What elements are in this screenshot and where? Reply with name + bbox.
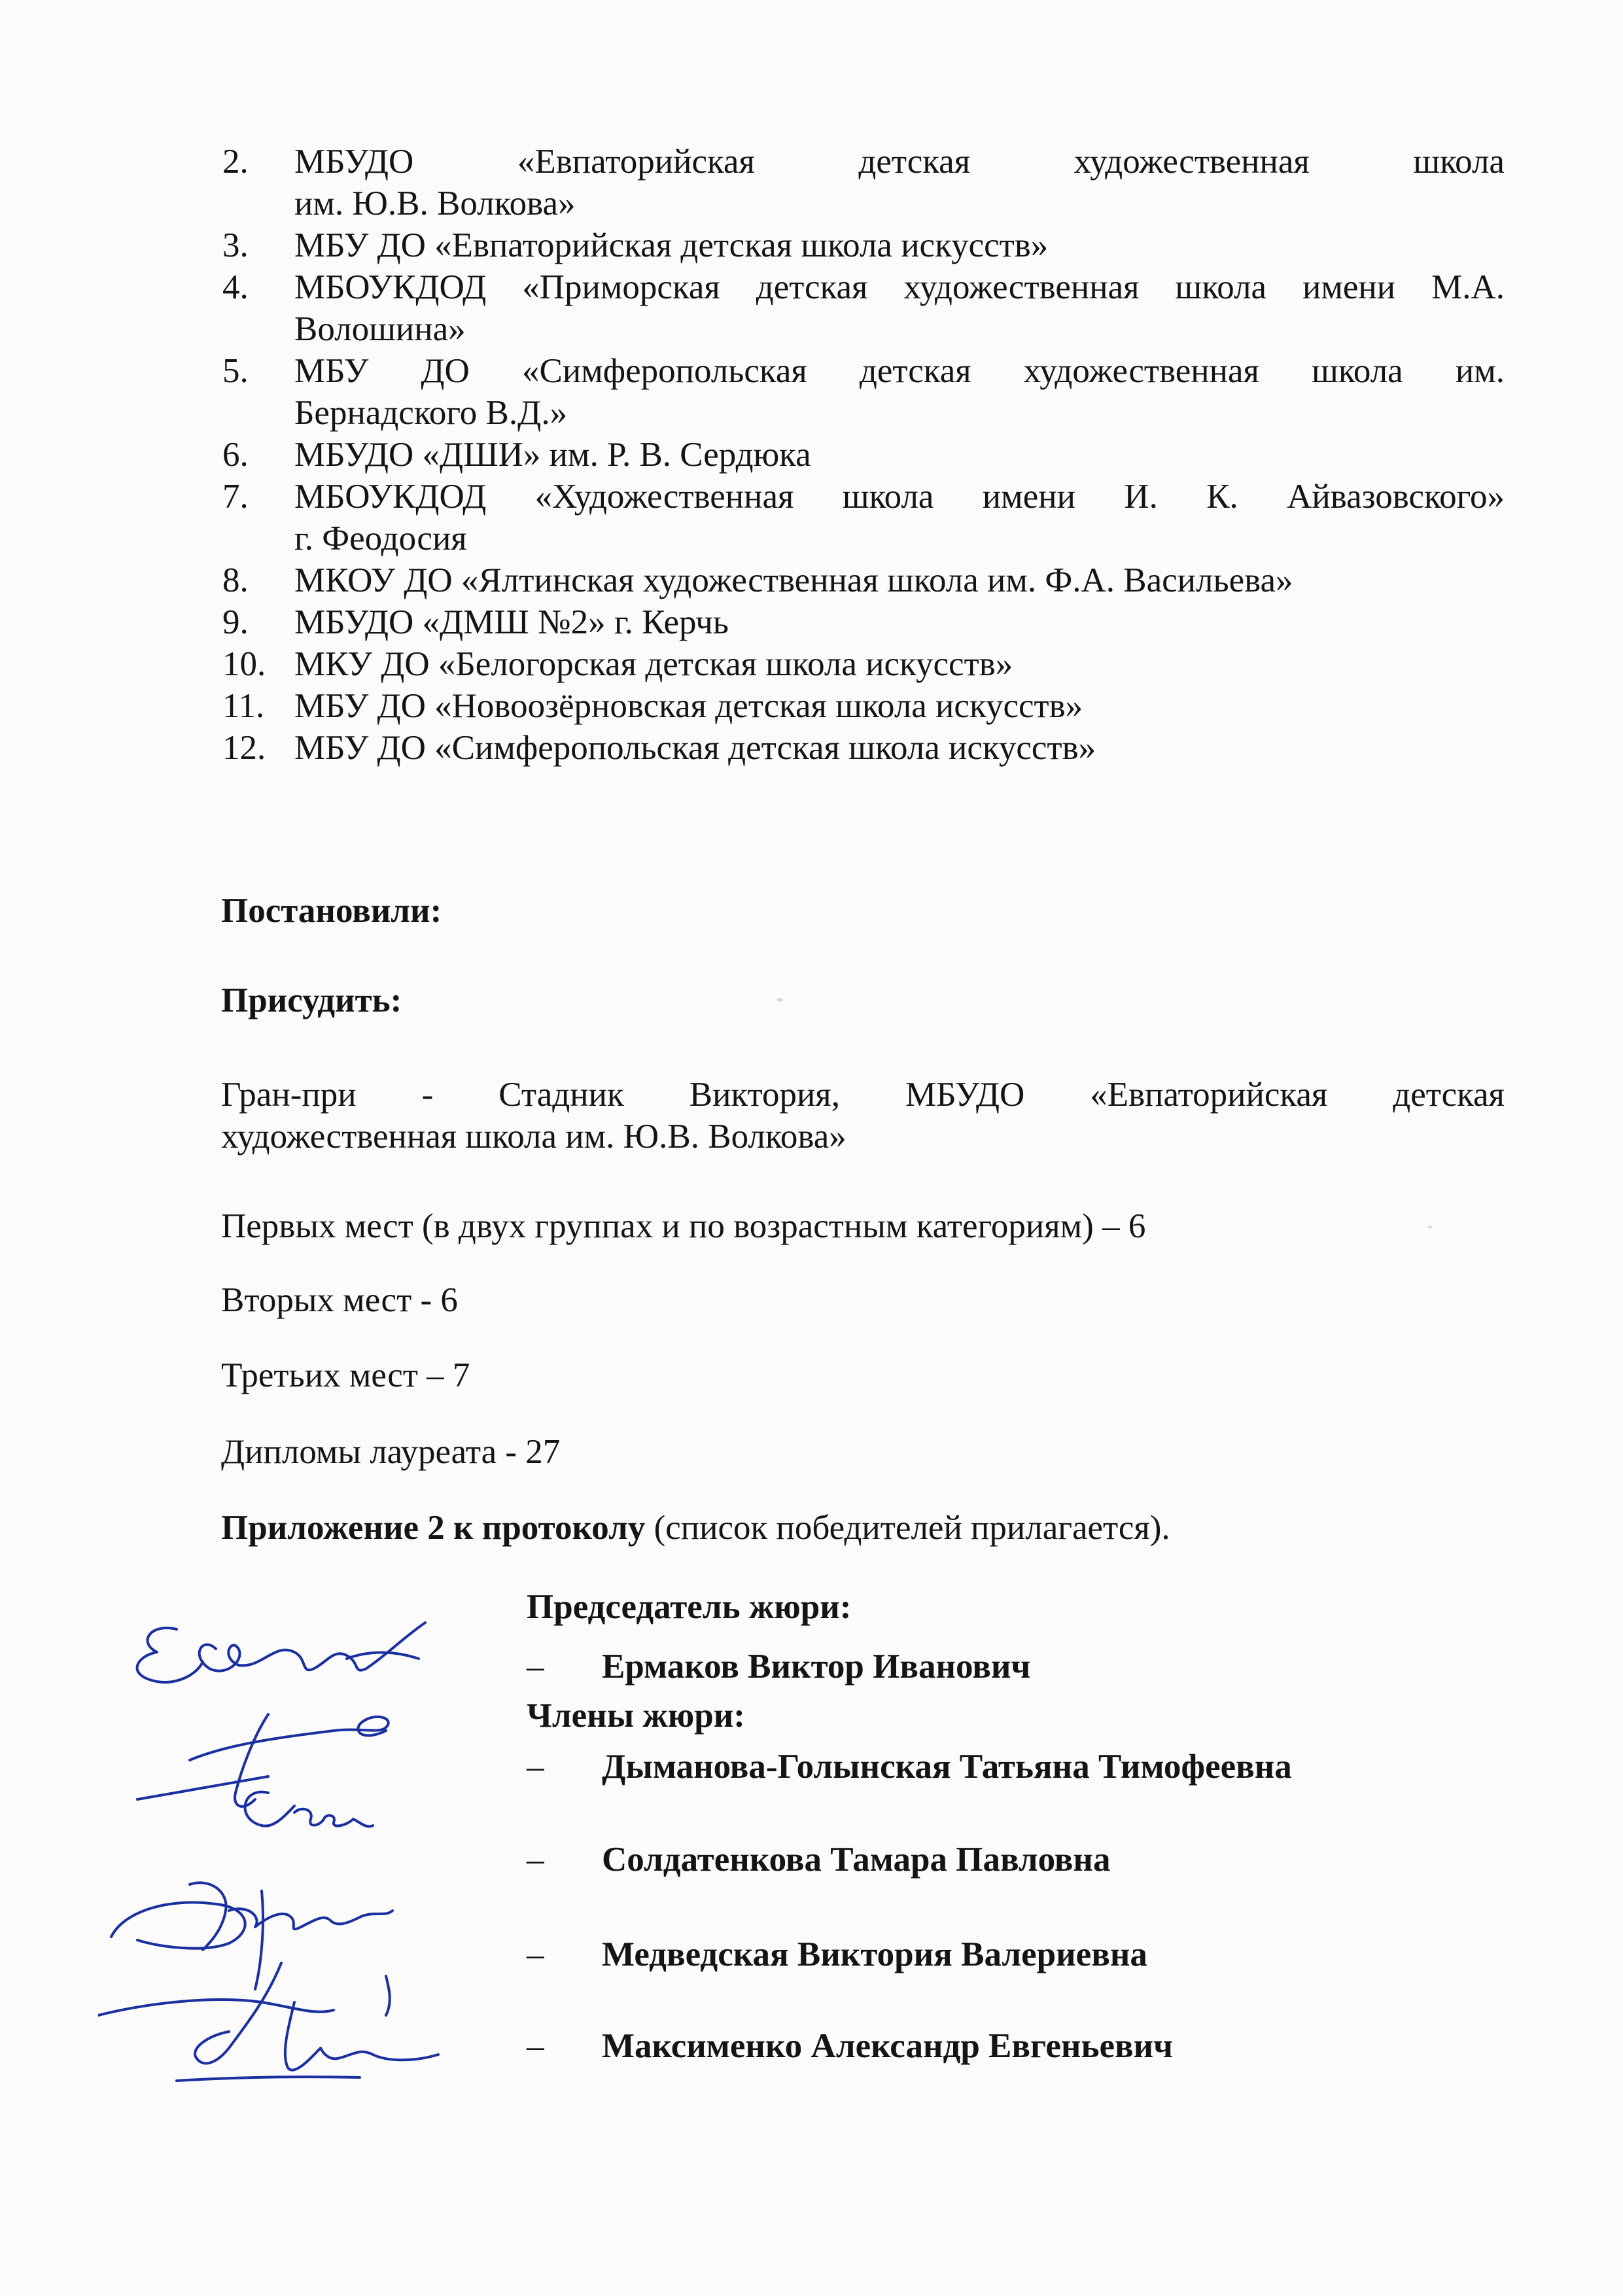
list-number: 4. (222, 268, 249, 306)
list-item-text: МБУ ДО «Евпаторийская детская школа искусств» (294, 226, 1049, 264)
schools-list (222, 141, 1505, 769)
scan-speck (777, 998, 783, 1002)
result-diplomas: Дипломы лауреата - 27 (221, 1433, 561, 1471)
list-item-line: МБУДО «Евпаторийская детская художественная школа (294, 143, 1505, 181)
list-item (222, 434, 1505, 476)
list-item (222, 559, 1505, 601)
signature-member-2-icon (245, 1792, 373, 1827)
jury-members-label: Члены жюри: (527, 1697, 745, 1735)
list-item (222, 601, 1505, 643)
list-item-line: МБУ ДО «Симферопольская детская художественная школа им. (294, 352, 1505, 390)
list-item-text: МКОУ ДО «Ялтинская художественная школа им. Ф.А. Васильева» (294, 561, 1293, 599)
list-item (222, 685, 1505, 727)
result-first-places: Первых мест (в двух группах и по возрастным категориям) – 6 (221, 1207, 1146, 1245)
list-number: 7. (222, 478, 249, 516)
list-item (222, 266, 1505, 350)
signature-chair-icon (137, 1623, 425, 1682)
list-number: 11. (222, 687, 265, 725)
jury-member: – Солдатенкова Тамара Павловна (527, 1841, 1111, 1879)
list-number: 10. (222, 645, 266, 683)
jury-chair-label: Председатель жюри: (527, 1588, 852, 1626)
list-number: 8. (222, 561, 249, 599)
grand-prix-paragraph: Гран-при - Стадник Виктория, МБУДО «Евпаторийская детская художественная школа им. Ю.В. Волкова» (221, 1076, 1505, 1156)
jury-member: – Дыманова-Голынская Татьяна Тимофеевна (527, 1748, 1292, 1786)
list-number: 12. (222, 729, 266, 767)
award-heading: Присудить: (221, 981, 402, 1019)
signature-member-3-icon (111, 1882, 393, 1989)
appendix-note: Приложение 2 к протоколу (список победителей прилагается). (221, 1509, 1170, 1547)
list-item-line: МБОУКДОД «Художественная школа имени И. К. Айвазовского» (294, 478, 1505, 516)
jury-member: – Медведская Виктория Валериевна (527, 1935, 1147, 1973)
signature-member-4-icon (98, 1963, 438, 2081)
list-item-line: МБОУКДОД «Приморская детская художественная школа имени М.А. (294, 268, 1505, 306)
jury-chair: – Ермаков Виктор Иванович (527, 1648, 1031, 1686)
list-number: 2. (222, 143, 249, 181)
list-item (222, 350, 1505, 434)
list-item-text: МБУ ДО «Симферопольская детская школа искусств» (294, 729, 1096, 767)
list-number: 5. (222, 352, 249, 390)
list-item-text: МБУДО «ДМШ №2» г. Керчь (294, 603, 729, 641)
list-item (222, 141, 1505, 224)
list-item (222, 643, 1505, 685)
list-item-line: им. Ю.В. Волкова» (294, 185, 576, 222)
result-second-places: Вторых мест - 6 (221, 1281, 458, 1319)
result-third-places: Третьих мест – 7 (221, 1356, 470, 1394)
list-number: 9. (222, 603, 249, 641)
list-number: 6. (222, 436, 249, 474)
list-item-text: МБУДО «ДШИ» им. Р. В. Сердюка (294, 436, 811, 474)
list-number: 3. (222, 226, 249, 264)
list-item-line: Бернадского В.Д.» (294, 394, 568, 432)
scan-speck (1427, 1226, 1433, 1228)
list-item-line: г. Феодосия (294, 520, 467, 557)
list-item-line: Волошина» (294, 310, 466, 348)
signatures-area (98, 1597, 556, 2094)
list-item-text: МКУ ДО «Белогорская детская школа искусств» (294, 645, 1013, 683)
list-item (222, 727, 1505, 769)
list-item-text: МБУ ДО «Новоозёрновская детская школа искусств» (294, 687, 1083, 725)
decided-heading: Постановили: (221, 892, 442, 930)
jury-member: – Максименко Александр Евгеньевич (527, 2027, 1174, 2065)
list-item (222, 224, 1505, 266)
list-item (222, 476, 1505, 559)
